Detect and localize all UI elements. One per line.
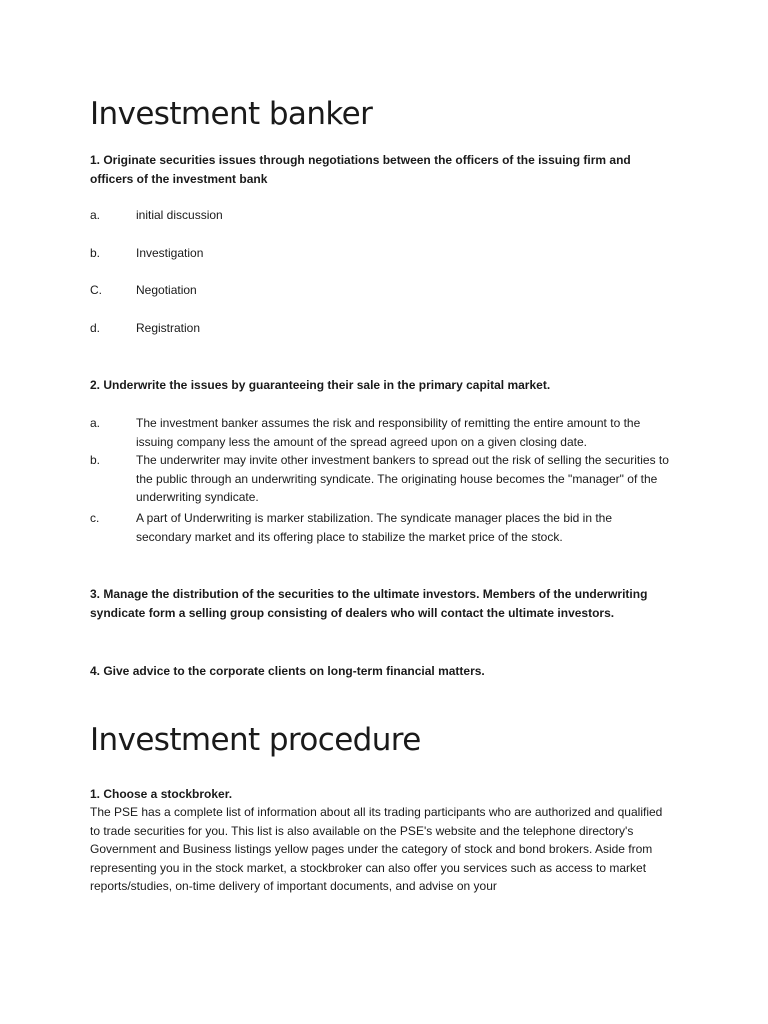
list-item-text: The investment banker assumes the risk and responsibility of remitting the entire amount to the issuing company less the amount of the spread agreed upon on a given closing date. bbox=[136, 416, 641, 449]
step-1-title: 1. Choose a stockbroker. bbox=[90, 787, 233, 801]
list-item-text: A part of Underwriting is marker stabilization. The syndicate manager places the bid in the secondary market and its offering place to stabilize the market price of the stock. bbox=[136, 511, 613, 544]
point-3-distribution: 3. Manage the distribution of the securities to the ultimate investors. Members of the underwriting syndicate form a selling group consisting of dealers who will contact the ultimate investors. bbox=[90, 587, 648, 620]
list-item-text: initial discussion bbox=[136, 208, 223, 222]
list-item-text: The underwriter may invite other investment bankers to spread out the risk of selling the securities to the public through an underwriting syndicate. The originating house becomes the "manager" of the underwriting syndicate. bbox=[136, 453, 669, 504]
list-item bbox=[90, 206, 670, 225]
list-item bbox=[90, 509, 670, 546]
point-4-advice: 4. Give advice to the corporate clients on long-term financial matters. bbox=[90, 664, 485, 678]
list-marker: C. bbox=[90, 283, 102, 297]
list-item bbox=[90, 244, 670, 263]
section-title-investment-procedure: Investment procedure bbox=[90, 722, 421, 758]
list-item bbox=[90, 319, 670, 338]
list-marker: d. bbox=[90, 321, 101, 335]
list-marker: b. bbox=[90, 246, 101, 260]
step-1-body: The PSE has a complete list of information about all its trading participants who are authorized and qualified to trade securities for you. This list is also available on the PSE's website and the telephone directory's Government and Business listings yellow pages under the category of stock and bond brokers. Aside from representing you in the stock market, a stockbroker can also offer you services such as access to market reports/studies, on-time delivery of important documents, and advise on your bbox=[90, 805, 663, 893]
list-item bbox=[90, 451, 670, 507]
list-marker: b. bbox=[90, 453, 101, 467]
point-1-originate: 1. Originate securities issues through negotiations between the officers of the issuing firm and officers of the investment bank bbox=[90, 153, 631, 186]
point-2-underwrite: 2. Underwrite the issues by guaranteeing their sale in the primary capital market. bbox=[90, 378, 551, 392]
section-title-investment-banker: Investment banker bbox=[90, 96, 373, 132]
list-marker: c. bbox=[90, 511, 100, 525]
list-marker: a. bbox=[90, 416, 101, 430]
list-item-text: Registration bbox=[136, 321, 201, 335]
list-item-text: Negotiation bbox=[136, 283, 197, 297]
list-item bbox=[90, 281, 670, 300]
list-item bbox=[90, 414, 670, 451]
list-marker: a. bbox=[90, 208, 101, 222]
list-item-text: Investigation bbox=[136, 246, 204, 260]
